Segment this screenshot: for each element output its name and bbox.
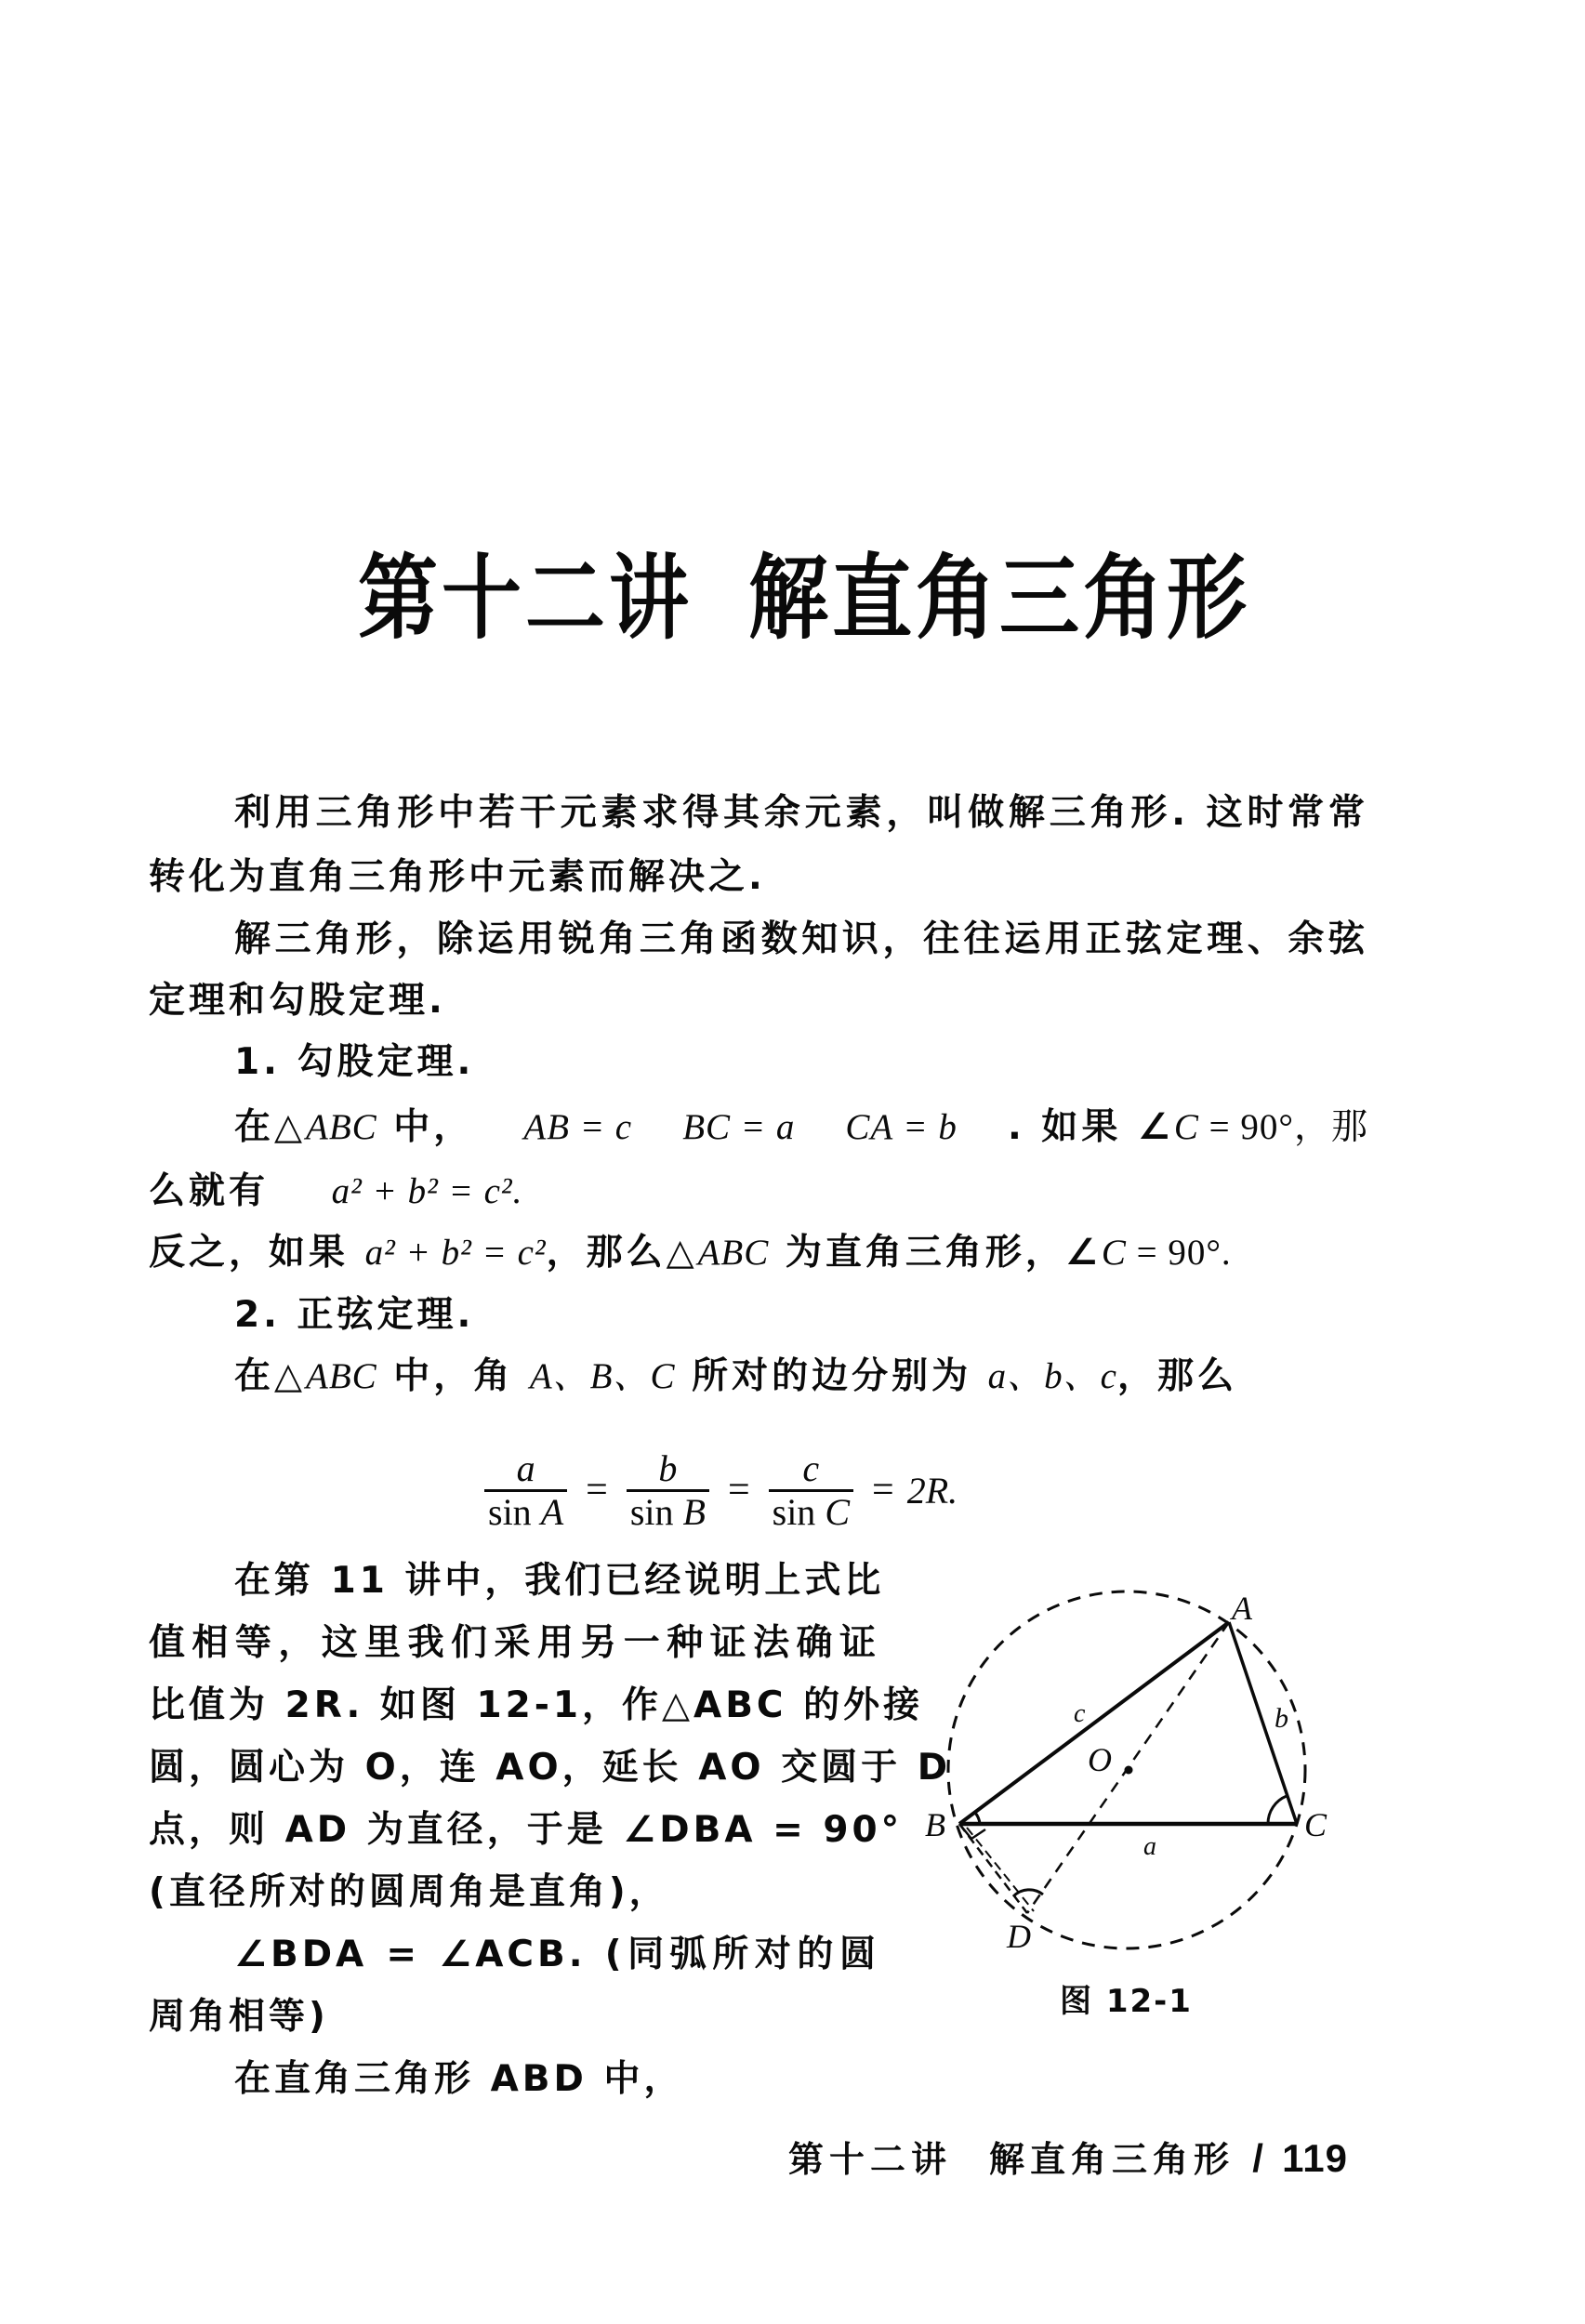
fraction-a-over-sinA [484, 1448, 567, 1533]
footer-lecture: 第十二讲 [788, 2139, 953, 2180]
label-side-b: b [1275, 1703, 1288, 1734]
math-abc: ABC [306, 1107, 377, 1147]
chapter-title [358, 535, 1250, 663]
math-abc: ABC [306, 1356, 377, 1396]
text: 中，角 [376, 1355, 530, 1397]
text: 么就有 [149, 1170, 270, 1212]
proof-line-3: 比值为 2R. 如图 12-1，作△ABC 的外接 [149, 1684, 924, 1726]
text: 所对的边分别为 [675, 1355, 988, 1397]
pythagorean-formula-converse: a² + b² = c² [364, 1233, 547, 1273]
denominator [627, 1489, 709, 1533]
footer-topic: 解直角三角形 [989, 2139, 1235, 2180]
proof-line-9: 在直角三角形 ABD 中， [234, 2058, 684, 2100]
label-o-center: O [1088, 1741, 1112, 1778]
equals-sign: = [586, 1469, 608, 1512]
text: ，那么 [1116, 1355, 1237, 1397]
text: ，那么△ [546, 1232, 698, 1274]
math-c: C [1173, 1107, 1199, 1147]
chapter-number: 第十二讲 [358, 545, 693, 653]
figure-12-1-circumcircle [911, 1562, 1357, 1971]
angle-var: A [540, 1490, 564, 1533]
law-of-sines-formula [479, 1439, 1037, 1541]
proof-line-5: 点，则 AD 为直径，于是 ∠DBA = 90° [149, 1809, 904, 1851]
math-sides: a、b、c [987, 1356, 1117, 1396]
side-c [959, 1622, 1229, 1824]
math-bc-eq-a: BC = a [682, 1107, 796, 1147]
proof-line-8: 周角相等) [149, 1996, 329, 2038]
right-angle-mark-dba [959, 1824, 985, 1839]
text: 中， [376, 1106, 474, 1148]
text: 在△ [234, 1355, 306, 1397]
sin-fn: sin [488, 1490, 532, 1533]
label-b-vertex: B [925, 1806, 945, 1843]
text: 为直角三角形，∠ [769, 1232, 1102, 1274]
chapter-topic: 解直角三角形 [748, 545, 1250, 653]
intro-p1-line2: 转化为直角三角形中元素而解决之. [149, 856, 766, 898]
pythagorean-statement-line1 [234, 1104, 1368, 1151]
proof-line-6: (直径所对的圆周角是直角)， [149, 1871, 669, 1913]
angle-mark-c [1268, 1796, 1287, 1824]
proof-line-2: 值相等，这里我们采用另一种证法确证 [149, 1622, 879, 1664]
text: = 90°. [1126, 1233, 1232, 1273]
intro-p2-line2: 定理和勾股定理. [149, 980, 446, 1022]
angle-var: B [682, 1490, 706, 1533]
circumcircle-diagram [911, 1562, 1357, 1971]
math-abc: ABC [697, 1233, 770, 1273]
page-footer [788, 2131, 1348, 2182]
text: 在△ [234, 1106, 306, 1148]
angle-var: C [825, 1490, 850, 1533]
label-c-vertex: C [1304, 1806, 1327, 1843]
denominator [769, 1489, 853, 1533]
pythagorean-converse [149, 1230, 1232, 1276]
numerator: c [802, 1446, 820, 1489]
section-heading-pythagorean: 1. 勾股定理. [234, 1041, 475, 1083]
fraction-c-over-sinC [769, 1448, 853, 1533]
formula-rhs [907, 1469, 958, 1512]
equals-sign: = [872, 1469, 894, 1512]
denominator [484, 1489, 567, 1533]
intro-p2-line1: 解三角形，除运用锐角三角函数知识，往往运用正弦定理、余弦 [234, 918, 1368, 960]
intro-p1-line1: 利用三角形中若干元素求得其余元素，叫做解三角形. 这时常常 [234, 792, 1368, 834]
pythagorean-formula: a² + b² = c². [331, 1171, 523, 1211]
page-number: 119 [1282, 2136, 1348, 2180]
fraction-b-over-sinB [627, 1448, 709, 1533]
text: 反之，如果 [149, 1232, 365, 1274]
math-c: C [1101, 1233, 1127, 1273]
label-side-c: c [1074, 1699, 1086, 1728]
text: . 如果 ∠ [1007, 1106, 1174, 1148]
sin-fn: sin [772, 1490, 816, 1533]
rhs-value: 2R. [906, 1469, 958, 1512]
numerator: b [658, 1446, 678, 1489]
proof-line-1: 在第 11 讲中，我们已经说明上式比 [234, 1560, 885, 1602]
equals-sign: = [727, 1469, 750, 1512]
proof-line-7: ∠BDA = ∠ACB. (同弧所对的圆 [234, 1934, 879, 1975]
label-a-vertex: A [1232, 1590, 1252, 1627]
math-ca-eq-b: CA = b [845, 1107, 958, 1147]
pythagorean-statement-line2 [149, 1169, 522, 1215]
section-heading-law-of-sines: 2. 正弦定理. [234, 1294, 475, 1336]
label-d-point: D [1007, 1918, 1031, 1955]
proof-line-4: 圆，圆心为 O，连 AO，延长 AO 交圆于 D [149, 1747, 952, 1789]
math-ab-eq-c: AB = c [523, 1107, 633, 1147]
sin-fn: sin [629, 1490, 674, 1533]
center-point-o [1125, 1766, 1133, 1775]
numerator: a [516, 1446, 535, 1489]
math-angles: A、B、C [529, 1356, 676, 1396]
footer-separator: / [1252, 2136, 1264, 2180]
text: = 90°，那 [1198, 1107, 1368, 1147]
figure-caption: 图 12-1 [1060, 1983, 1193, 2020]
law-of-sines-statement [234, 1353, 1237, 1400]
label-side-a: a [1143, 1832, 1156, 1861]
